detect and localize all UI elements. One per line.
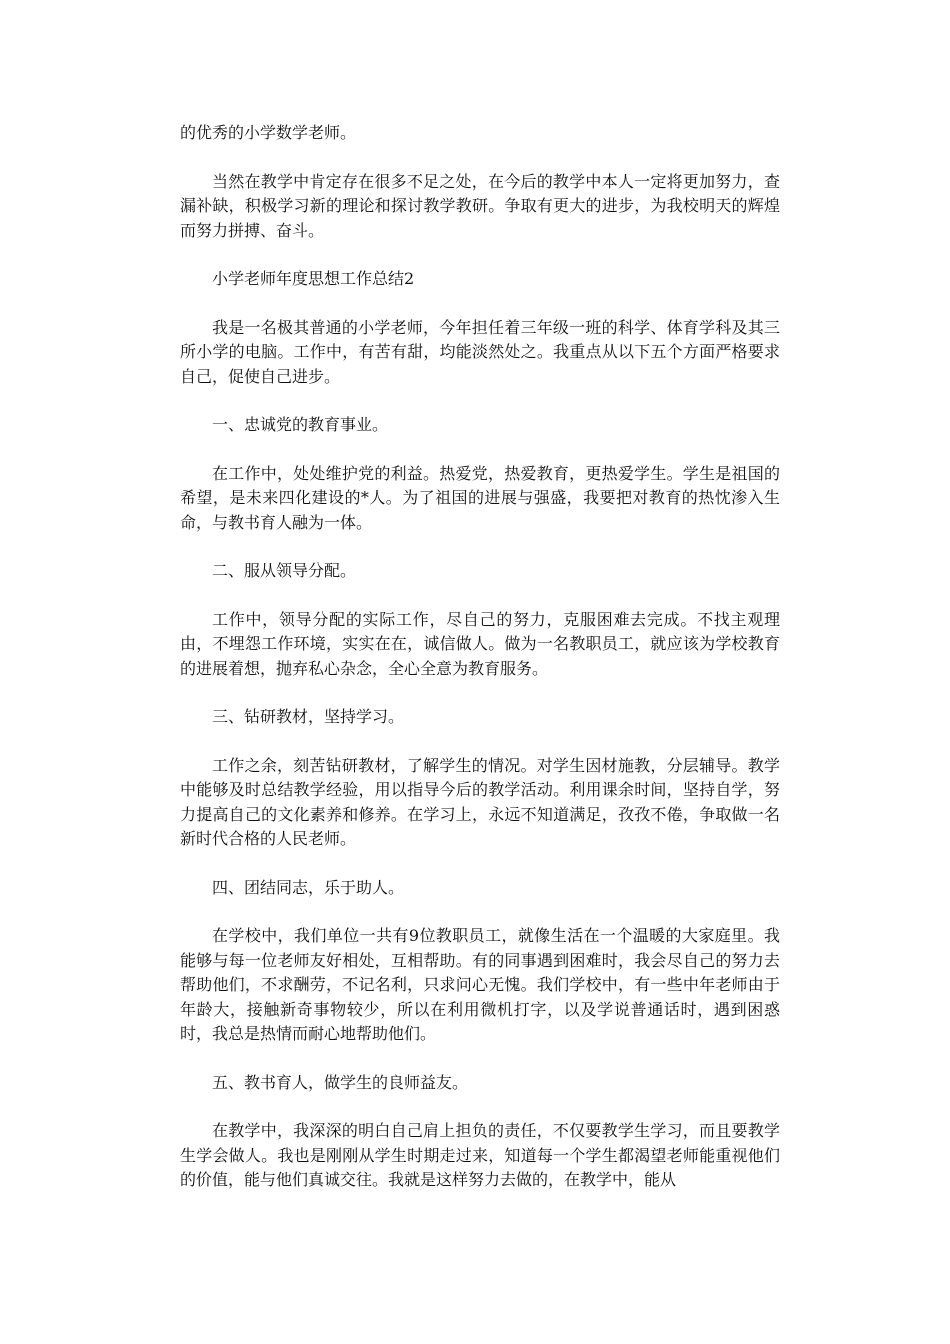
section-heading: 三、钻研教材，坚持学习。 bbox=[212, 707, 405, 726]
paragraph: 在教学中，我深深的明白自己肩上担负的责任，不仅要教学生学习，而且要教学生学会做人。我也是刚刚从学生时期走过来，知道每一个学生都渴望老师能重视他们的价值，能与他们真诚交往。我就是这样努力去做的，在教学中，能从 bbox=[180, 1121, 780, 1189]
paragraph: 在学校中，我们单位一共有9位教职员工，就像生活在一个温暖的大家庭里。我能够与每一位老师友好相处，互相帮助。有的同事遇到困难时，我会尽自己的努力去帮助他们，不求酬劳，不记名利，只求问心无愧。我们学校中，有一些中年老师由于年龄大，接触新奇事物较少，所以在利用微机打字，以及学说普通话时，遇到困惑时，我总是热情而耐心地帮助他们。 bbox=[180, 926, 780, 1043]
paragraph: 工作之余，刻苦钻研教材，了解学生的情况。对学生因材施教，分层辅导。教学中能够及时总结教学经验，用以指导今后的教学活动。利用课余时间，坚持自学，努力提高自己的文化素养和修养。在学习上，永远不知道满足，孜孜不倦，争取做一名新时代合格的人民老师。 bbox=[180, 755, 780, 848]
section-heading: 五、教书育人，做学生的良师益友。 bbox=[212, 1072, 469, 1092]
section-heading: 二、服从领导分配。 bbox=[212, 561, 357, 580]
section-heading: 四、团结同志，乐于助人。 bbox=[212, 877, 405, 897]
section-title: 小学老师年度思想工作总结2 bbox=[212, 269, 415, 288]
section-heading: 一、忠诚党的教育事业。 bbox=[212, 415, 389, 434]
paragraph: 在工作中，处处维护党的利益。热爱党，热爱教育，更热爱学生。学生是祖国的希望，是未来四化建设的*人。为了祖国的进展与强盛，我要把对教育的热忱渗入生命，与教书育人融为一体。 bbox=[180, 463, 780, 532]
paragraph-continuation: 的优秀的小学数学老师。 bbox=[180, 123, 357, 142]
paragraph: 工作中，领导分配的实际工作，尽自己的努力，克服困难去完成。不找主观理由，不埋怨工作环境，实实在在，诚信做人。做为一名教职员工，就应该为学校教育的进展着想，抛弃私心杂念，全心全意为教育服务。 bbox=[180, 609, 780, 678]
paragraph: 当然在教学中肯定存在很多不足之处，在今后的教学中本人一定将更加努力，查漏补缺，积极学习新的理论和探讨教学教研。争取有更大的进步，为我校明天的辉煌而努力拼搏、奋斗。 bbox=[180, 171, 780, 240]
paragraph: 我是一名极其普通的小学老师，今年担任着三年级一班的科学、体育学科及其三所小学的电脑。工作中，有苦有甜，均能淡然处之。我重点从以下五个方面严格要求自己，促使自己进步。 bbox=[180, 317, 780, 386]
document-body bbox=[180, 121, 780, 1217]
